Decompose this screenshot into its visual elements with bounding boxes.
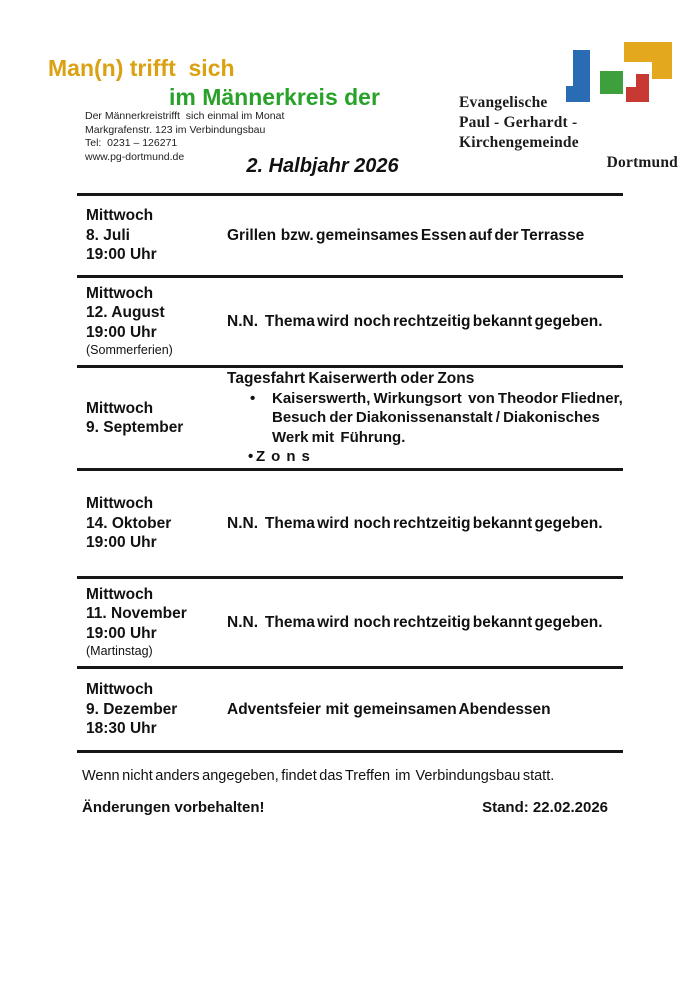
date-label: 8. Juli: [86, 226, 130, 244]
info-address: Markgrafenstr. 123 im Verbindungsbau: [85, 123, 266, 136]
church-name-line3: Dortmund: [606, 154, 678, 171]
day-label: Mittwoch: [86, 284, 154, 302]
bullet-item: [227, 389, 624, 448]
date-label: 9. Dezember: [86, 700, 178, 718]
table-row-oktober: [77, 468, 623, 576]
bullet-icon: •: [250, 389, 256, 407]
time-label: 19:00 Uhr: [86, 624, 157, 642]
bullet-item: [227, 447, 624, 467]
changes-disclaimer: Änderungen vorbehalten!: [82, 799, 265, 816]
trip-title: Tagesfahrt Kaiserwerth oder Zons: [227, 370, 475, 388]
table-row-august: [77, 275, 623, 365]
bullet-text: Zons: [256, 448, 316, 466]
date-label: 14. Oktober: [86, 514, 172, 532]
date-label: 11. November: [86, 605, 187, 623]
date-label: 12. August: [86, 304, 165, 322]
date-cell: [77, 284, 227, 360]
note-label: (Martinstag): [86, 644, 153, 659]
event-cell: [227, 701, 623, 719]
event-description: N.N. Thema wird noch rechtzeitig bekannt gegeben.: [227, 312, 603, 330]
schedule-table: [77, 193, 626, 753]
day-label: Mittwoch: [86, 399, 154, 417]
church-name-line2: Paul - Gerhardt - Kirchengemeinde: [459, 114, 579, 151]
time-label: 19:00 Uhr: [86, 323, 157, 341]
table-row-november: [77, 576, 623, 666]
event-cell: [227, 313, 623, 331]
day-label: Mittwoch: [86, 585, 154, 603]
event-cell: [227, 369, 628, 467]
day-label: Mittwoch: [86, 681, 154, 699]
event-cell: [227, 227, 623, 245]
info-website: www.pg-dortmund.de: [85, 150, 185, 163]
table-row-september: [77, 365, 626, 468]
church-name-line1: Evangelische: [459, 94, 548, 111]
date-cell: [77, 399, 227, 438]
day-label: Mittwoch: [86, 207, 154, 225]
main-title-line1: Man(n) trifft sich: [48, 55, 235, 81]
bullet-icon: •: [248, 448, 254, 466]
date-cell: [77, 585, 227, 661]
event-description: Grillen bzw. gemeinsames Essen auf der Terrasse: [227, 226, 585, 244]
info-meeting-frequency: Der Männerkreistrifft sich einmal im Monat: [85, 110, 285, 122]
table-row-dezember: [77, 666, 623, 750]
logo-orange-block: [624, 42, 672, 79]
date-label: 9. September: [86, 419, 184, 436]
date-cell: [77, 494, 227, 553]
time-label: 18:30 Uhr: [86, 720, 157, 738]
event-description: N.N. Thema wird noch rechtzeitig bekannt gegeben.: [227, 613, 603, 631]
time-label: 19:00 Uhr: [86, 246, 157, 264]
footer-note: Wenn nicht anders angegeben, findet das Treffen im Verbindungsbau statt.: [82, 768, 555, 784]
footer-row: [82, 799, 608, 816]
date-cell: [77, 206, 227, 265]
date-cell: [77, 680, 227, 739]
table-row-juli: [77, 193, 623, 275]
event-cell: [227, 515, 623, 533]
stand-date: Stand: 22.02.2026: [482, 799, 608, 816]
event-description: N.N. Thema wird noch rechtzeitig bekannt gegeben.: [227, 514, 603, 532]
event-cell: [227, 614, 623, 632]
season-title: 2. Halbjahr 2026: [246, 155, 399, 177]
time-label: 19:00 Uhr: [86, 534, 157, 552]
event-description: Adventsfeier mit gemeinsamen Abendessen: [227, 700, 551, 718]
bullet-text: Kaiserswerth, Wirkungsort von Theodor Fliedner, Besuch der Diakonissenanstalt / Diakonisches Werk mit Führung.: [272, 389, 626, 446]
info-phone: Tel: 0231 – 126271: [85, 137, 178, 149]
main-title-line2: im Männerkreis der: [169, 84, 380, 110]
day-label: Mittwoch: [86, 495, 154, 513]
logo-green-block: [600, 71, 623, 94]
note-label: (Sommerferien): [86, 343, 173, 358]
